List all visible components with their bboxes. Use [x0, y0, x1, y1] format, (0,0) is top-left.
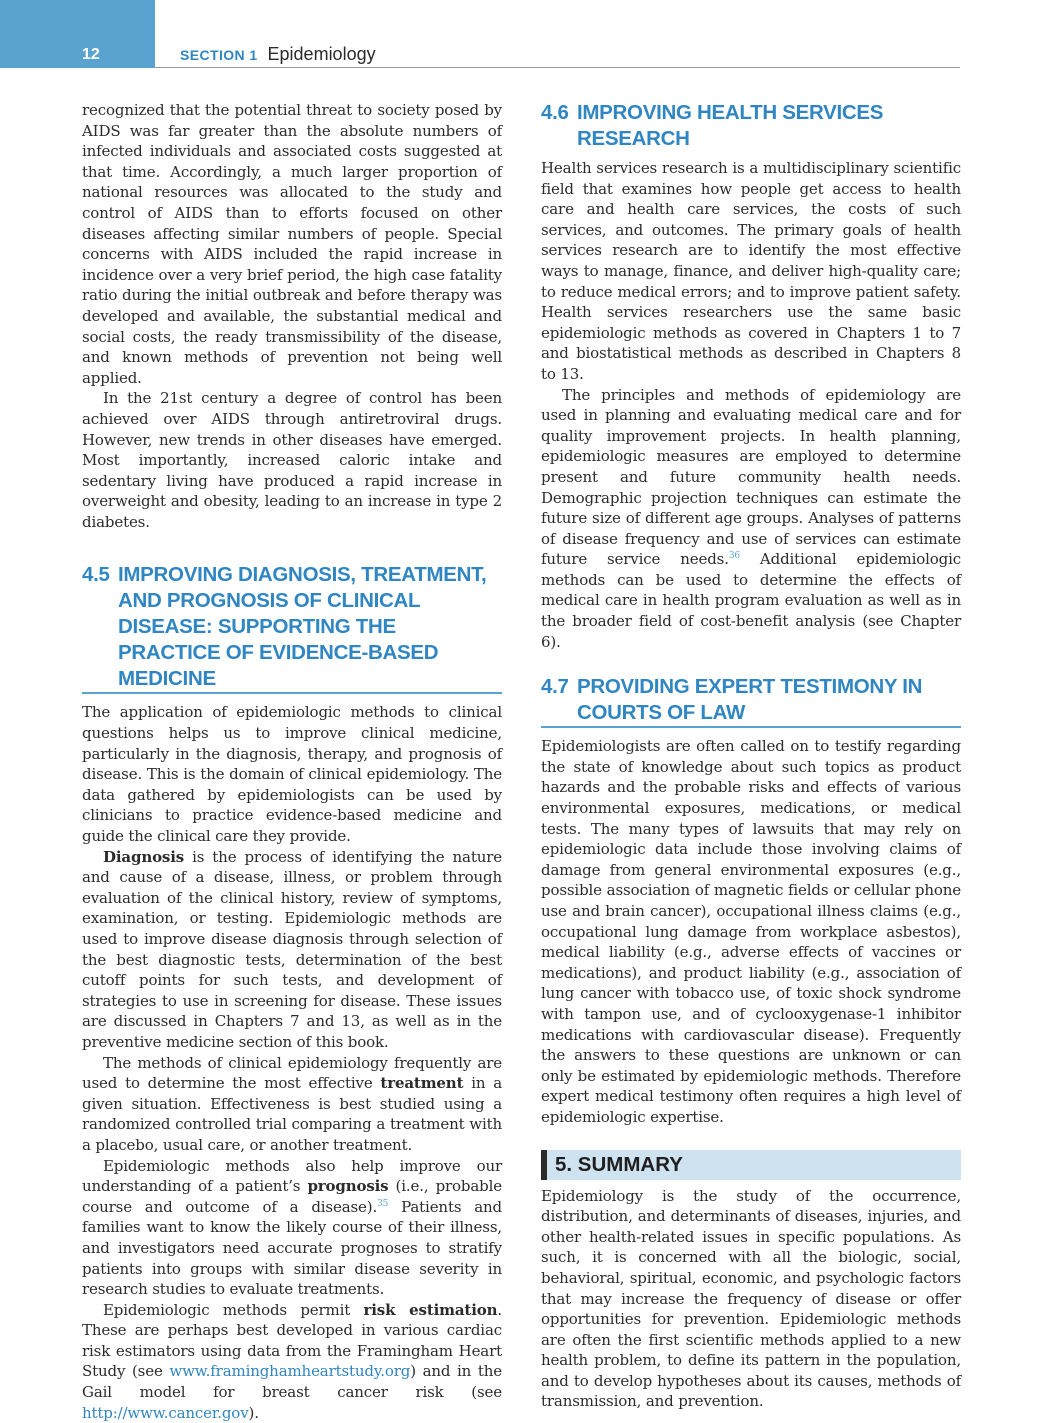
- right-column: [541, 100, 961, 1412]
- risk-text-d: ).: [248, 1403, 259, 1422]
- treatment-text-b: in a given situation. Effectiveness is best studied using a randomized controlled trial comparing a treatment with a placebo, usual care, or another treatment.: [82, 1074, 502, 1154]
- planning-text-b: Additional epidemiologic methods can be used to determine the effects of medical care in health program evaluation as well as in the broader field of cost-benefit analysis (see Chapter 6).: [541, 550, 961, 651]
- paragraph-prognosis: [82, 1156, 502, 1300]
- framingham-link[interactable]: www.framinghamheartstudy.org: [169, 1362, 411, 1381]
- prognosis-text-b: (i.e., probable course and outcome of a disease).: [82, 1177, 502, 1216]
- prognosis-text-c: Patients and families want to know the likely course of their illness, and investigators need accurate prognoses to stratify patients into groups with similar disease severity in research studies to evaluate treatments.: [82, 1197, 502, 1299]
- risk-text-b: . These are perhaps best developed in various cardiac risk estimators using data from the Framingham Heart Study (see: [82, 1300, 502, 1381]
- paragraph-treatment: [82, 1053, 502, 1156]
- planning-text-a: The principles and methods of epidemiology are used in planning and evaluating medical care and for quality improvement projects. In health planning, epidemiologic measures are employed to determine present and future community health needs. Demographic projection techniques can estimate the future size of different age groups. Analyses of patterns of disease frequency and use of services can estimate future service needs.: [541, 385, 961, 569]
- paragraph-expert-testimony: Epidemiologists are often called on to testify regarding the state of knowledge about such topics as product hazards and the probable risks and effects of various environmental exposures, medications, or medical tests. The many types of lawsuits that may rely on epidemiologic data include those involving claims of damage from general environmental exposures (e.g., possible association of magnetic fields or cellular phone use and brain cancer), occupational illness claims (e.g., occupational lung damage from workplace asbestos), medical liability (e.g., adverse effects of vaccines or medications), and product liability (e.g., association of lung cancer with tobacco use, of toxic shock syndrome with tampon use, and of cyclooxygenase-1 inhibitor medications with cardiovascular disease). Frequently the answers to these questions are unknown or can only be estimated by epidemiologic methods. Therefore expert medical testimony often requires a high level of epidemiologic expertise.: [541, 737, 961, 1126]
- term-treatment: treatment: [380, 1074, 464, 1093]
- prognosis-text-a: Epidemiologic methods also help improve our understanding of a patient’s: [82, 1156, 502, 1196]
- paragraph-21st-century: In the 21st century a degree of control has been achieved over AIDS through antiretroviral drugs. However, new trends in other diseases have emerged. Most importantly, increased caloric intake and sedentary living have produced a rapid increase in overweight and obesity, leading to an increase in type 2 diabetes.: [82, 389, 502, 531]
- diagnosis-text: is the process of identifying the nature and cause of a disease, illness, or problem through evaluation of the clinical history, review of symptoms, examination, or testing. Epidemiologic methods are used to improve disease diagnosis through selection of the best diagnostic tests, determination of the best cutoff points for such tests, and development of strategies to use in screening for disease. These issues are discussed in Chapters 7 and 13, as well as in the preventive medicine section of this book.: [82, 847, 502, 1051]
- header-rule: [155, 67, 960, 68]
- paragraph-aids-continued: recognized that the potential threat to society posed by AIDS was far greater than the absolute numbers of infected individuals and associated costs suggested at that time. Accordingly, a much larger proportion of national resources was allocated to the study and control of AIDS than to efforts focused on other diseases affecting similar numbers of people. Special concerns with AIDS included the rapid increase in incidence over a very brief period, the high case fatality ratio during the initial outbreak and before therapy was developed and available, the substantial medical and social costs, the ready transmissibility of the disease, and known methods of prevention not being well applied.: [82, 101, 502, 387]
- heading-4-7: [541, 674, 961, 728]
- paragraph-risk-estimation: [82, 1300, 502, 1423]
- section-title: Epidemiology: [267, 44, 376, 64]
- heading-number: 4.5: [82, 563, 110, 587]
- heading-text: IMPROVING HEALTH SERVICES RESEARCH: [577, 101, 884, 150]
- paragraph-clinical-epidemiology: The application of epidemiologic methods to clinical questions helps us to improve clinical medicine, particularly in the diagnosis, therapy, and prognosis of disease. This is the domain of clinical epidemiology. The data gathered by epidemiologists can be used by clinicians to practice evidence-based medicine and guide the clinical care they provide.: [82, 703, 502, 846]
- paragraph-health-services: Health services research is a multidisciplinary scientific field that examines how people get access to health care and health care services, the costs of such services, and outcomes. The primary goals of health services research are to identify the most effective ways to manage, finance, and deliver high-quality care; to reduce medical errors; and to improve patient safety. Health services researchers use the same basic epidemiologic methods as covered in Chapters 1 to 7 and biostatistical methods as described in Chapters 8 to 13.: [541, 159, 961, 383]
- heading-summary: 5. SUMMARY: [541, 1150, 961, 1180]
- treatment-text-a: The methods of clinical epidemiology frequently are used to determine the most effective: [82, 1053, 502, 1093]
- heading-number: 4.7: [541, 675, 569, 699]
- heading-text: IMPROVING DIAGNOSIS, TREATMENT, AND PROGNOSIS OF CLINICAL DISEASE: SUPPORTING THE PRACTICE OF EVIDENCE-BASED MEDICINE: [118, 563, 487, 691]
- term-diagnosis: Diagnosis: [103, 847, 185, 866]
- section-label: SECTION 1: [180, 47, 258, 63]
- heading-4-5: [82, 562, 502, 694]
- heading-text: PROVIDING EXPERT TESTIMONY IN COURTS OF LAW: [577, 675, 923, 725]
- paragraph-summary: Epidemiology is the study of the occurrence, distribution, and determinants of diseases, injuries, and other health-related issues in specific populations. As such, it is concerned with all the biologic, social, behavioral, spiritual, economic, and psychologic factors that may increase the frequency of disease or offer opportunities for prevention. Epidemiologic methods are often the first scientific methods applied to a new health problem, to define its pattern in the population, and to develop hypotheses about its causes, methods of transmission, and prevention.: [541, 1186, 961, 1411]
- term-prognosis: prognosis: [307, 1177, 389, 1196]
- page-number: 12: [82, 46, 100, 63]
- reference-36[interactable]: 36: [728, 551, 740, 562]
- running-header: [180, 44, 376, 65]
- risk-text-a: Epidemiologic methods permit: [103, 1300, 364, 1319]
- risk-text-c: ) and in the Gail model for breast cancer risk (see: [82, 1362, 502, 1402]
- paragraph-planning: [541, 385, 961, 653]
- left-column: [82, 100, 502, 1423]
- paragraph-diagnosis: [82, 847, 502, 1053]
- heading-number: 4.6: [541, 101, 569, 124]
- cancer-gov-link[interactable]: http://www.cancer.gov: [82, 1403, 249, 1422]
- heading-4-6: [541, 100, 961, 152]
- page-number-tab: [0, 0, 155, 68]
- term-risk-estimation: risk estimation: [363, 1300, 498, 1319]
- reference-35[interactable]: 35: [377, 1198, 389, 1209]
